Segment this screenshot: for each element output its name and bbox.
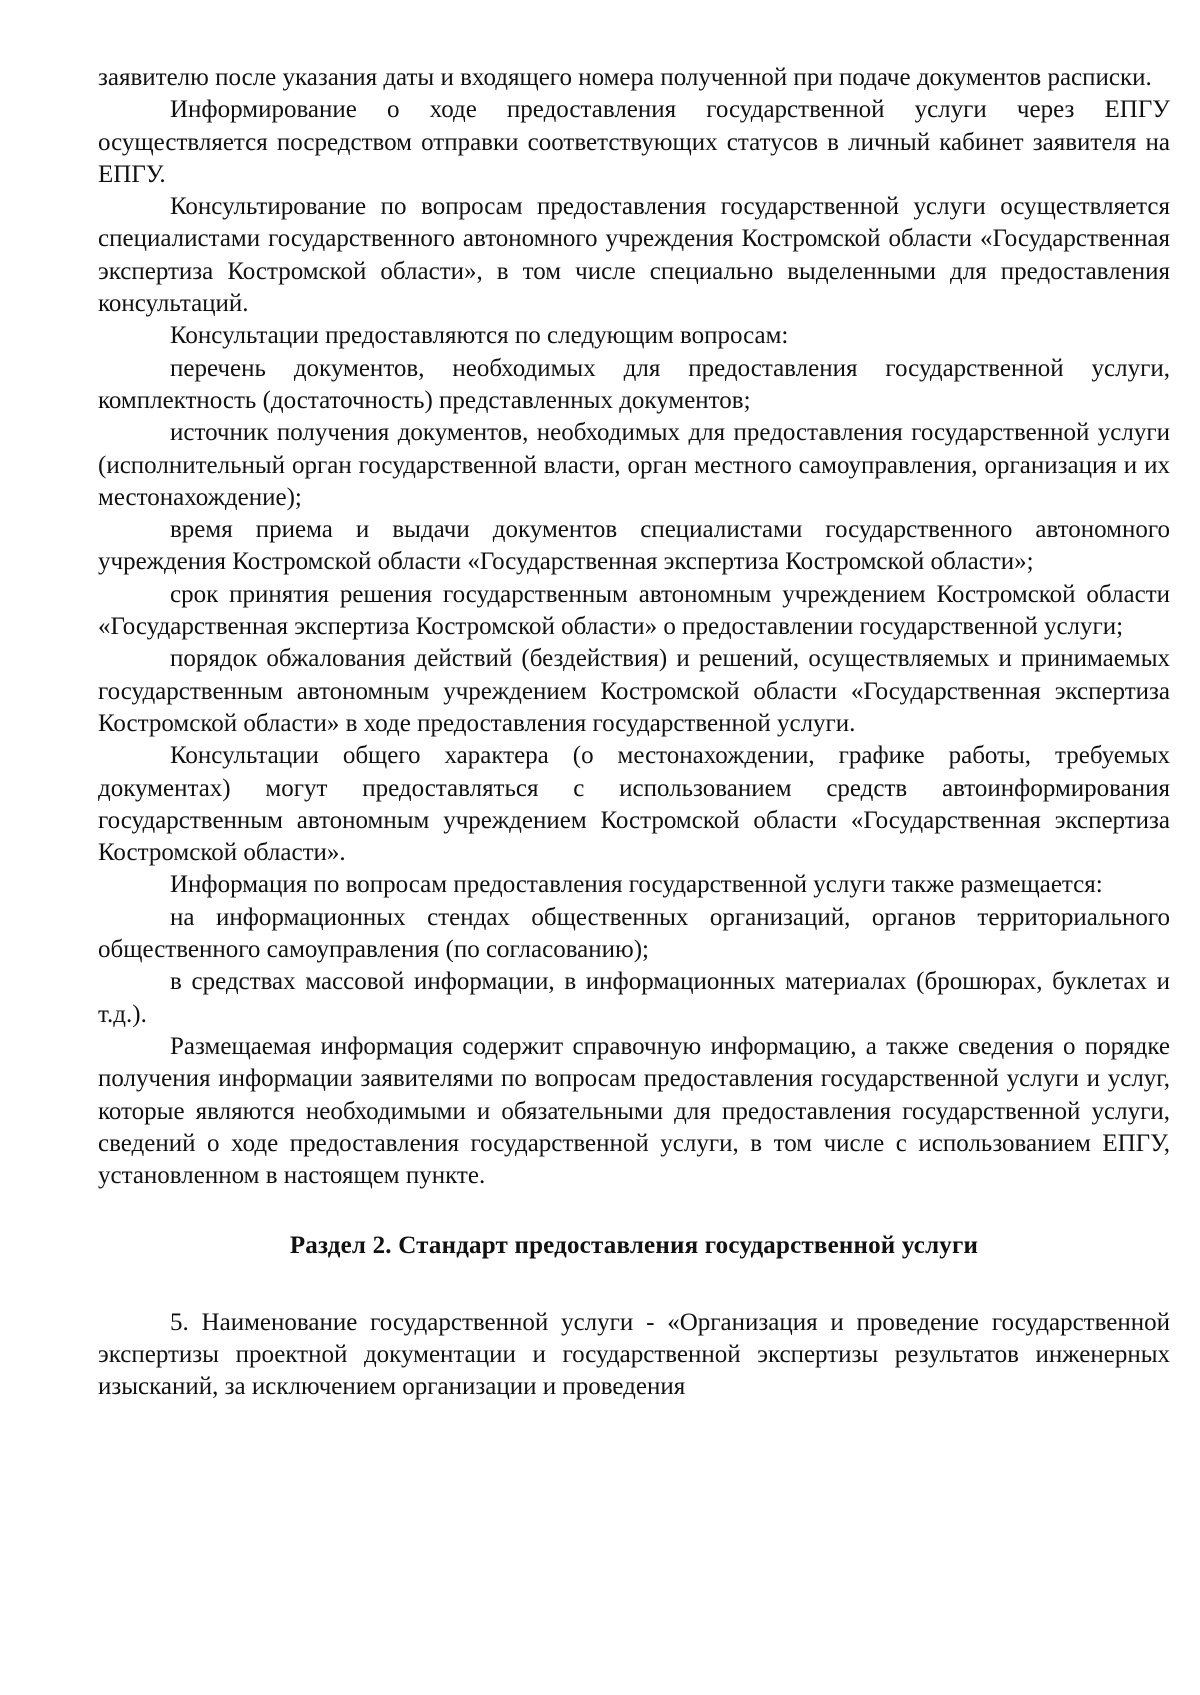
paragraph: Информирование о ходе предоставления государственной услуги через ЕПГУ осуществляется посредством отправки соответствующих статусов в личный кабинет заявителя на ЕПГУ. (98, 96, 1170, 188)
paragraph: Размещаемая информация содержит справочную информацию, а также сведения о порядке получения информации заявителями по вопросам предоставления государственной услуги и услуг, которые являются необходимыми и обязательными для предоставления государственной услуги, сведений о ходе предоставления государственной услуги, в том числе с использованием ЕПГУ, установленном в настоящем пункте. (98, 1032, 1170, 1190)
paragraph: Консультирование по вопросам предоставления государственной услуги осуществляется специалистами государственного автономного учреждения Костромской области «Государственная экспертиза Костромской области», в том числе специально выделенными для предоставления консультаций. (98, 193, 1170, 318)
list-item: время приема и выдачи документов специалистами государственного автономного учреждения Костромской области «Государственная экспертиза Костромской области»; (98, 516, 1170, 576)
paragraph: заявителю после указания даты и входящего номера полученной при подаче документов расписки. (98, 64, 1152, 91)
list-item: в средствах массовой информации, в информационных материалах (брошюрах, буклетах и т.д.). (98, 968, 1170, 1028)
paragraph: Информация по вопросам предоставления государственной услуги также размещается: (170, 871, 1103, 899)
list-item: перечень документов, необходимых для предоставления государственной услуги, комплектность (достаточность) представленных документов; (98, 354, 1170, 414)
section-heading: Раздел 2. Стандарт предоставления государственной услуги (289, 1232, 979, 1260)
document-page (98, 62, 1170, 1404)
list-item: источник получения документов, необходимых для предоставления государственной услуги (исполнительный орган государственной власти, орган местного самоуправления, организация и их местонахождение); (98, 419, 1170, 511)
list-item: порядок обжалования действий (бездействия) и решений, осуществляемых и принимаемых государственным автономным учреждением Костромской области «Государственная экспертиза Костромской области» в ходе предоставления государственной услуги. (98, 645, 1170, 737)
paragraph: Консультации предоставляются по следующим вопросам: (170, 322, 789, 350)
paragraph: 5. Наименование государственной услуги - «Организация и проведение государственной экспертизы проектной документации и государственной экспертизы результатов инженерных изысканий, за исключением организации и проведения (98, 1308, 1170, 1401)
list-item: срок принятия решения государственным автономным учреждением Костромской области «Государственная экспертиза Костромской области» о предоставлении государственной услуги; (98, 580, 1170, 641)
list-item: на информационных стендах общественных организаций, органов территориального общественного самоуправления (по согласованию); (98, 903, 1170, 964)
paragraph: Консультации общего характера (о местонахождении, графике работы, требуемых документах) могут предоставляться с использованием средств автоинформирования государственным автономным учреждением Костромской области «Государственная экспертиза Костромской области». (98, 742, 1170, 867)
